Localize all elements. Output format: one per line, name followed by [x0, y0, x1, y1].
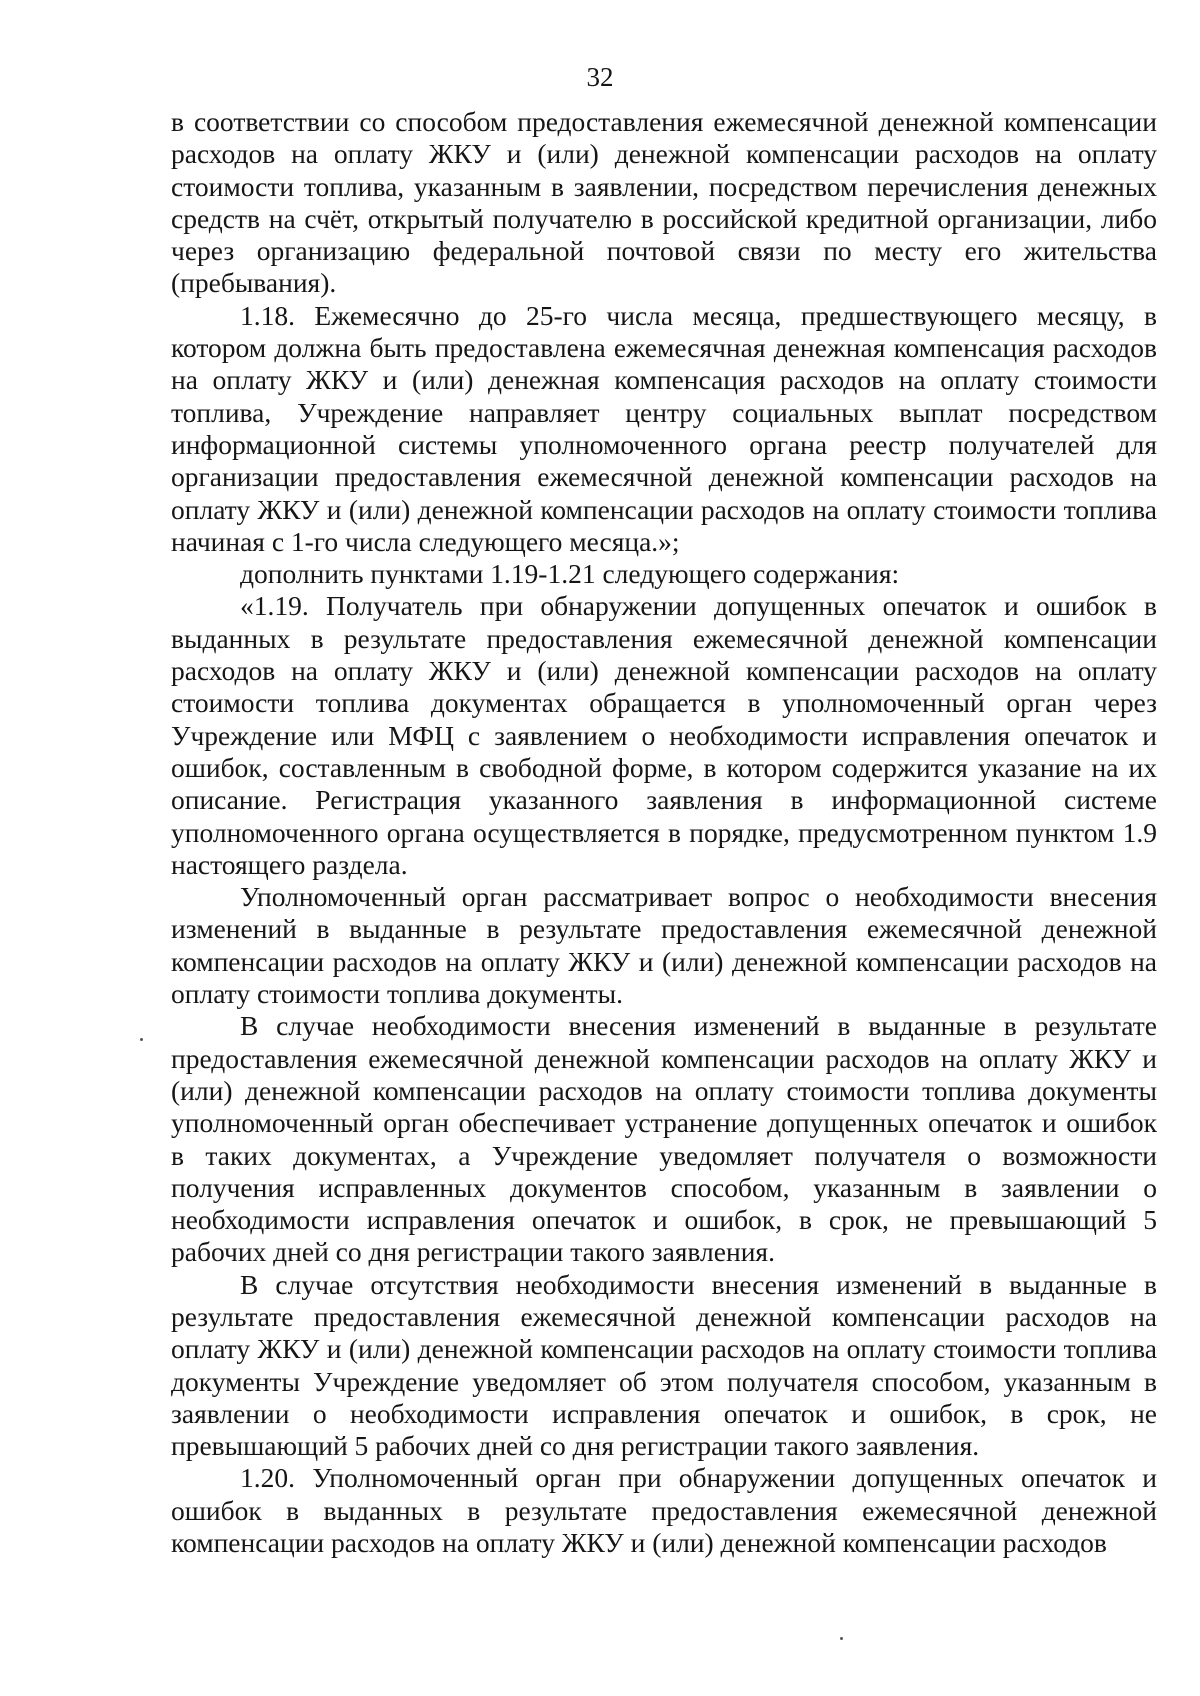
document-body — [171, 106, 1157, 1559]
paragraph-changes-needed: В случае необходимости внесения изменений в выданные в результате предоставления ежемесячной денежной компенсации расходов на оплату ЖКУ и (или) денежной компенсации расходов на оплату стоимости топлива документы уполномоченный орган обеспечивает устранение допущенных опечаток и ошибок в таких документах, а Учреждение уведомляет получателя о возможности получения исправленных документов способом, указанным в заявлении о необходимости исправления опечаток и ошибок, в срок, не превышающий 5 рабочих дней со дня регистрации такого заявления. — [171, 1010, 1157, 1268]
paragraph-clause-1-20: 1.20. Уполномоченный орган при обнаружении допущенных опечаток и ошибок в выданных в результате предоставления ежемесячной денежной компенсации расходов на оплату ЖКУ и (или) денежной компенсации расходов — [171, 1462, 1157, 1559]
page-number: 32 — [586, 62, 614, 92]
paragraph-review: Уполномоченный орган рассматривает вопрос о необходимости внесения изменений в выданные в результате предоставления ежемесячной денежной компенсации расходов на оплату ЖКУ и (или) денежной компенсации расходов на оплату стоимости топлива документы. — [171, 881, 1157, 1010]
scan-speck — [140, 1038, 143, 1041]
paragraph-continuation: в соответствии со способом предоставления ежемесячной денежной компенсации расходов на оплату ЖКУ и (или) денежной компенсации расходов на оплату стоимости топлива, указанным в заявлении, посредством перечисления денежных средств на счёт, открытый получателю в российской кредитной организации, либо через организацию федеральной почтовой связи по месту его жительства (пребывания). — [171, 106, 1157, 299]
scan-speck — [840, 1637, 843, 1640]
paragraph-no-changes-needed: В случае отсутствия необходимости внесения изменений в выданные в результате предоставления ежемесячной денежной компенсации расходов на оплату ЖКУ и (или) денежной компенсации расходов на оплату стоимости топлива документы Учреждение уведомляет об этом получателя способом, указанным в заявлении о необходимости исправления опечаток и ошибок, в срок, не превышающий 5 рабочих дней со дня регистрации такого заявления. — [171, 1268, 1157, 1462]
paragraph-clause-1-19: «1.19. Получатель при обнаружении допущенных опечаток и ошибок в выданных в результате предоставления ежемесячной денежной компенсации расходов на оплату ЖКУ и (или) денежной компенсации расходов на оплату стоимости топлива документах обращается в уполномоченный орган через Учреждение или МФЦ с заявлением о необходимости исправления опечаток и ошибок, составленным в свободной форме, в котором содержится указание на их описание. Регистрация указанного заявления в информационной системе уполномоченного органа осуществляется в порядке, предусмотренном пунктом 1.9 настоящего раздела. — [171, 590, 1157, 880]
paragraph-amendment-intro: дополнить пунктами 1.19-1.21 следующего содержания: — [240, 558, 900, 590]
paragraph-clause-1-18: 1.18. Ежемесячно до 25-го числа месяца, предшествующего месяцу, в котором должна быть предоставлена ежемесячная денежная компенсация расходов на оплату ЖКУ и (или) денежная компенсация расходов на оплату стоимости топлива, Учреждение направляет центру социальных выплат посредством информационной системы уполномоченного органа реестр получателей для организации предоставления ежемесячной денежной компенсации расходов на оплату ЖКУ и (или) денежной компенсации расходов на оплату стоимости топлива начиная с 1-го числа следующего месяца.»; — [171, 299, 1157, 557]
